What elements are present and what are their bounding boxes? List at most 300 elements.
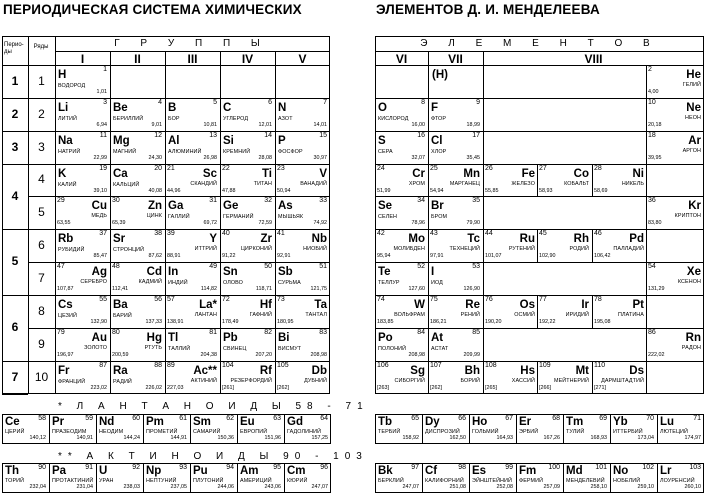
element-Pr (49, 414, 96, 444)
element-symbol: Sm (193, 416, 211, 428)
atomic-number: 51 (319, 263, 327, 270)
element-Xe (646, 262, 704, 295)
atomic-number: 9 (476, 99, 480, 106)
element-symbol: Db (311, 365, 327, 377)
element-symbol: Cd (146, 266, 162, 278)
element-symbol: Ds (629, 365, 644, 377)
row-3: 3 (38, 139, 45, 154)
atomic-number: 35 (472, 197, 480, 204)
atomic-mass: 63,55 (57, 220, 71, 226)
element-symbol: O (378, 102, 387, 114)
atomic-mass: 95,94 (377, 253, 391, 259)
element-Fm (516, 463, 563, 493)
element-No (610, 463, 657, 493)
element-symbol: Bk (378, 465, 393, 477)
element-symbol: No (613, 465, 629, 477)
element-Li (55, 98, 110, 131)
element-Cd (110, 262, 165, 295)
element-symbol: Tl (168, 332, 179, 344)
row-4: 4 (38, 172, 45, 186)
element-Na (55, 131, 110, 164)
atomic-number: 49 (209, 263, 217, 270)
element-Be (110, 98, 165, 131)
group-number-8: VIII (584, 52, 603, 66)
element-symbol: Ac** (193, 365, 217, 377)
element-name: ФОСФОР (278, 149, 303, 155)
atomic-number: 48 (112, 263, 120, 270)
element-name: КАДМИЙ (138, 279, 162, 285)
grid-line (2, 98, 28, 99)
atomic-number: 20 (154, 165, 162, 172)
atomic-number: 68 (552, 415, 560, 422)
element-symbol: Al (168, 135, 180, 147)
atomic-mass: 69,72 (203, 220, 217, 226)
element-Mt (537, 361, 592, 394)
atomic-number: 107 (430, 362, 442, 369)
element-symbol: He (686, 69, 701, 81)
element-symbol: H (58, 69, 67, 81)
atomic-mass: 168,93 (590, 435, 607, 441)
atomic-number: 89 (167, 362, 175, 369)
atomic-mass: 207,20 (255, 352, 272, 358)
element-symbol: Th (5, 465, 20, 477)
element-symbol: Kr (688, 200, 701, 212)
element-W (375, 295, 428, 328)
atomic-mass: 232,04 (29, 484, 46, 490)
period-6: 6 (11, 320, 19, 334)
atomic-mass: [262] (277, 385, 289, 391)
element-name: БОРИЙ (460, 378, 480, 384)
atomic-mass: [263] (377, 385, 389, 391)
element-name: ПЛАТИНА (618, 312, 644, 318)
element-symbol: Yb (613, 416, 628, 428)
element-P (275, 131, 330, 164)
element-name: РАДИЙ (113, 379, 132, 385)
element-name: ЗОЛОТО (84, 345, 107, 351)
atomic-mass: 85,47 (93, 253, 107, 259)
atomic-number: 83 (319, 329, 327, 336)
atomic-number: 37 (99, 230, 107, 237)
element-Np (143, 463, 190, 493)
element-symbol: At (431, 332, 444, 344)
atomic-mass: 209,99 (463, 352, 480, 358)
element-symbol: K (58, 168, 67, 180)
groups-header-right: Э Л Е М Е Н Т О В (420, 38, 659, 49)
element-Sm (190, 414, 237, 444)
atomic-number: 18 (648, 132, 656, 139)
element-Nd (96, 414, 143, 444)
element-symbol: Ru (519, 233, 535, 245)
element-name: ЕВРОПИЙ (240, 429, 268, 435)
atomic-number: 14 (264, 132, 272, 139)
atomic-number: 104 (222, 362, 234, 369)
element-name: ДИСПРОЗИЙ (425, 429, 460, 435)
atomic-mass: 72,59 (258, 220, 272, 226)
element-symbol: Mt (575, 365, 589, 377)
atomic-number: 12 (154, 132, 162, 139)
atomic-number: 1 (103, 66, 107, 73)
element-Ra (110, 361, 165, 394)
element-name: НИКЕЛЬ (621, 181, 644, 187)
element-Sr (110, 229, 165, 262)
atomic-number: 11 (99, 132, 107, 139)
atomic-number: 47 (57, 263, 65, 270)
atomic-mass: 208,98 (408, 352, 425, 358)
row-10: 10 (34, 369, 49, 384)
element-name: СКАНДИЙ (190, 181, 217, 187)
atomic-mass: 126,90 (463, 286, 480, 292)
element-name: ТАЛЛИЙ (168, 346, 191, 352)
element-symbol: Rb (58, 233, 74, 245)
element-symbol: Ra (113, 365, 128, 377)
element-symbol: Li (58, 102, 69, 114)
atomic-number: 39 (167, 230, 175, 237)
atomic-mass: 157,25 (311, 435, 328, 441)
atomic-mass: 162,50 (449, 435, 466, 441)
atomic-mass: 39,95 (648, 155, 662, 161)
element-Cf (422, 463, 469, 493)
element-symbol: Mg (113, 135, 130, 147)
element-Ba (110, 295, 165, 328)
element-name: ПРОТАКТИНИЙ (52, 478, 94, 484)
group-number-5: V (298, 52, 307, 66)
element-name: ЦЕРИЙ (5, 429, 25, 435)
element-Fe (483, 164, 538, 196)
element-Co (537, 164, 592, 196)
element-name: РУБИДИЙ (58, 247, 85, 253)
element-Cs (55, 295, 110, 328)
element-symbol: N (278, 102, 287, 114)
atomic-mass: 1,01 (96, 89, 107, 95)
element-symbol: Hf (259, 299, 272, 311)
atomic-mass: 6,94 (96, 122, 107, 128)
element-symbol: Np (146, 465, 162, 477)
element-name: РАДОН (681, 345, 701, 351)
element-symbol: Co (573, 168, 589, 180)
element-symbol: Gd (287, 416, 303, 428)
atomic-number: 29 (57, 197, 65, 204)
period-3: 3 (11, 139, 19, 154)
atomic-number: 28 (594, 165, 602, 172)
atomic-mass: 47,88 (222, 188, 236, 194)
row-7: 7 (38, 270, 45, 285)
atomic-mass: 158,92 (402, 435, 419, 441)
element-Lr (657, 463, 704, 493)
atomic-number: 102 (642, 464, 654, 471)
element-symbol: S (378, 135, 386, 147)
element-Ni (592, 164, 647, 196)
grid-line (2, 295, 28, 296)
element-Re (428, 295, 483, 328)
element-symbol: Ce (5, 416, 20, 428)
element-symbol: Br (431, 200, 444, 212)
atomic-number: 59 (85, 415, 93, 422)
element-Ds (592, 361, 647, 394)
atomic-mass: 190,20 (485, 319, 502, 325)
element-Pd (592, 229, 647, 262)
element-Kr (646, 196, 704, 229)
atomic-number: 87 (99, 362, 107, 369)
group-number-6: VI (395, 52, 408, 66)
element-name: ЦЕЗИЙ (58, 313, 77, 319)
atomic-number: 58 (38, 415, 46, 422)
element-name: ХАССИЙ (511, 378, 535, 384)
atomic-mass: 65,39 (112, 220, 126, 226)
element-Ru (483, 229, 538, 262)
atomic-number: 15 (319, 132, 327, 139)
row-9: 9 (38, 336, 45, 351)
element-B (165, 98, 220, 131)
atomic-mass: 58,69 (594, 188, 608, 194)
element-Rb (55, 229, 110, 262)
atomic-mass: 237,05 (170, 484, 187, 490)
atomic-mass: 173,04 (637, 435, 654, 441)
element-Md (563, 463, 610, 493)
element-U (96, 463, 143, 493)
element-name: ЛИТИЙ (58, 116, 77, 122)
atomic-number: 30 (112, 197, 120, 204)
element-symbol: Rn (685, 332, 701, 344)
atomic-mass: 238,03 (123, 484, 140, 490)
atomic-mass: 204,38 (200, 352, 217, 358)
element-Po (375, 328, 428, 361)
element-Hs (483, 361, 538, 394)
atomic-mass: 167,26 (543, 435, 560, 441)
element-name: БЕРИЛЛИЙ (113, 116, 144, 122)
element-Y (165, 229, 220, 262)
atomic-number: 98 (458, 464, 466, 471)
element-name: ТИТАН (253, 181, 272, 187)
element-Al (165, 131, 220, 164)
element-name: ГАДОЛИНИЙ (287, 429, 322, 435)
atomic-number: 40 (222, 230, 230, 237)
element-symbol: Eu (240, 416, 255, 428)
element-As (275, 196, 330, 229)
atomic-mass: 131,29 (648, 286, 665, 292)
element-Zn (110, 196, 165, 229)
atomic-mass: 196,97 (57, 352, 74, 358)
element-Tm (563, 414, 610, 444)
element-Sc (165, 164, 220, 196)
element-name: ПАЛЛАДИЙ (613, 246, 644, 252)
element-name: ФЕРМИЙ (519, 478, 544, 484)
atomic-number: 101 (595, 464, 607, 471)
atomic-number: 65 (411, 415, 419, 422)
element-symbol: Pu (193, 465, 208, 477)
element-symbol: Ca (113, 168, 128, 180)
atomic-mass: 251,08 (449, 484, 466, 490)
element-name: ГАЛЛИЙ (168, 214, 190, 220)
atomic-number: 17 (472, 132, 480, 139)
atomic-mass: 112,41 (112, 286, 129, 292)
atomic-number: 81 (209, 329, 217, 336)
element-name: АСТАТ (431, 346, 449, 352)
row-5: 5 (38, 204, 45, 219)
element-name: ВОЛЬФРАМ (394, 312, 425, 318)
atomic-number: 27 (539, 165, 547, 172)
element-Rn (646, 328, 704, 361)
row-8: 8 (38, 303, 45, 318)
atomic-number: 44 (485, 230, 493, 237)
atomic-mass: 26,98 (203, 155, 217, 161)
atomic-number: 64 (320, 415, 328, 422)
atomic-mass: 244,06 (217, 484, 234, 490)
element-symbol: Pr (52, 416, 65, 428)
atomic-number: 71 (693, 415, 701, 422)
atomic-mass: 227,03 (167, 385, 184, 391)
element-Tb (375, 414, 422, 444)
element-name: ПОЛОНИЙ (378, 346, 407, 352)
atomic-number: 99 (505, 464, 513, 471)
element-Bk (375, 463, 422, 493)
element-name: ФРАНЦИЙ (58, 379, 86, 385)
atomic-mass: 106,42 (594, 253, 611, 259)
element-symbol: Ti (261, 168, 272, 180)
atomic-mass: 260,10 (684, 484, 701, 490)
element-Os (483, 295, 538, 328)
element-Hg (110, 328, 165, 361)
element-name: АЛЮМИНИЙ (168, 149, 202, 155)
element-name: АЗОТ (278, 116, 293, 122)
atomic-number: 70 (646, 415, 654, 422)
atomic-number: 78 (594, 296, 602, 303)
atomic-mass: 208,98 (310, 352, 327, 358)
element-symbol: B (168, 102, 177, 114)
atomic-mass: 243,06 (264, 484, 281, 490)
element-symbol: Hg (146, 332, 162, 344)
element-symbol: Sb (278, 266, 293, 278)
atomic-number: 2 (648, 66, 652, 73)
grid-line (2, 361, 28, 362)
period-4: 4 (11, 188, 19, 203)
element-Gd (284, 414, 331, 444)
element-symbol: Ir (581, 299, 589, 311)
grid-line (2, 164, 28, 165)
element-Pb (220, 328, 275, 361)
atomic-number: 84 (417, 329, 425, 336)
element-symbol: Ag (91, 266, 107, 278)
element-C (220, 98, 275, 131)
element-name: ГЕРМАНИЙ (223, 214, 254, 220)
element-symbol: In (168, 266, 179, 278)
atomic-mass: 14,01 (313, 122, 327, 128)
element-F (428, 98, 483, 131)
element-name: КИСЛОРОД (378, 116, 409, 122)
lanthanoids-title: * Л А Н Т А Н О И Д Ы 58 - 71 (58, 401, 369, 412)
atomic-mass: 97,91 (430, 253, 444, 259)
element-symbol: (H) (432, 69, 448, 81)
atomic-mass: 9,01 (151, 122, 162, 128)
element-name: НЕОН (685, 115, 701, 121)
element-name: ФТОР (431, 116, 447, 122)
atomic-number: 34 (417, 197, 425, 204)
element-Ag (55, 262, 110, 295)
element-Pm (143, 414, 190, 444)
element-name: КАЛИФОРНИЙ (425, 478, 464, 484)
element-Ne (646, 98, 704, 131)
element-Zr (220, 229, 275, 262)
element-Ta (275, 295, 330, 328)
atomic-number: 22 (222, 165, 230, 172)
atomic-number: 109 (539, 362, 551, 369)
atomic-mass: 58,93 (539, 188, 553, 194)
element-name: МОЛИБДЕН (393, 246, 425, 252)
element-symbol: Md (566, 465, 583, 477)
atomic-number: 57 (167, 296, 175, 303)
atomic-mass: 88,91 (167, 253, 181, 259)
atomic-mass: 200,59 (112, 352, 129, 358)
atomic-number: 95 (273, 464, 281, 471)
element-symbol: As (278, 200, 293, 212)
atomic-mass: 54,94 (430, 188, 444, 194)
element-Ga (165, 196, 220, 229)
atomic-number: 4 (158, 99, 162, 106)
element-symbol: Tm (566, 416, 584, 428)
atomic-mass: 144,91 (170, 435, 187, 441)
element-name: СВИНЕЦ (223, 346, 247, 352)
element-symbol: Cf (425, 465, 438, 477)
atomic-number: 103 (689, 464, 701, 471)
atomic-mass: 92,91 (277, 253, 291, 259)
element-name: ЛАНТАН (194, 312, 217, 318)
element-symbol: I (431, 266, 435, 278)
group-number-1: I (80, 52, 85, 66)
element-symbol: Pm (146, 416, 164, 428)
row-2: 2 (38, 106, 45, 121)
atomic-mass: [261] (222, 385, 234, 391)
element-Er (516, 414, 563, 444)
element-symbol: Er (519, 416, 532, 428)
element-symbol: Po (378, 332, 393, 344)
atomic-number: 85 (472, 329, 480, 336)
element-symbol: Tc (467, 233, 480, 245)
atomic-mass: 258,10 (590, 484, 607, 490)
atomic-mass: 222,02 (648, 352, 665, 358)
atomic-mass: 22,99 (93, 155, 107, 161)
atomic-number: 55 (99, 296, 107, 303)
element-In (165, 262, 220, 295)
atomic-mass: 151,96 (264, 435, 281, 441)
element-Au (55, 328, 110, 361)
element-symbol: Se (378, 200, 393, 212)
element-symbol: Zr (260, 233, 272, 245)
atomic-number: 62 (226, 415, 234, 422)
element-Rf (220, 361, 275, 394)
element-name: ОЛОВО (223, 280, 243, 286)
element-symbol: Nd (99, 416, 115, 428)
actinoids-title: ** А К Т И Н О И Д Ы 90 - 103 (58, 451, 368, 462)
atomic-number: 13 (209, 132, 217, 139)
element-name: РТУТЬ (144, 345, 162, 351)
element-symbol: V (319, 168, 327, 180)
element-name: НОБЕЛИЙ (613, 478, 641, 484)
atomic-mass: 55,85 (485, 188, 499, 194)
element-Mn (428, 164, 483, 196)
atomic-mass: [271] (594, 385, 606, 391)
atomic-mass: 192,22 (539, 319, 556, 325)
element-Bh (428, 361, 483, 394)
element-name: УГЛЕРОД (223, 116, 249, 122)
atomic-mass: 257,09 (543, 484, 560, 490)
element-Es (469, 463, 516, 493)
element-name: ЛОУРЕНСИЙ (660, 478, 695, 484)
grid-line (2, 229, 28, 230)
element-name: ЭРБИЙ (519, 429, 539, 435)
atomic-number: 50 (264, 263, 272, 270)
element-symbol: Pa (52, 465, 67, 477)
atomic-mass: 178,49 (222, 319, 239, 325)
element-name: УРАН (99, 478, 114, 484)
